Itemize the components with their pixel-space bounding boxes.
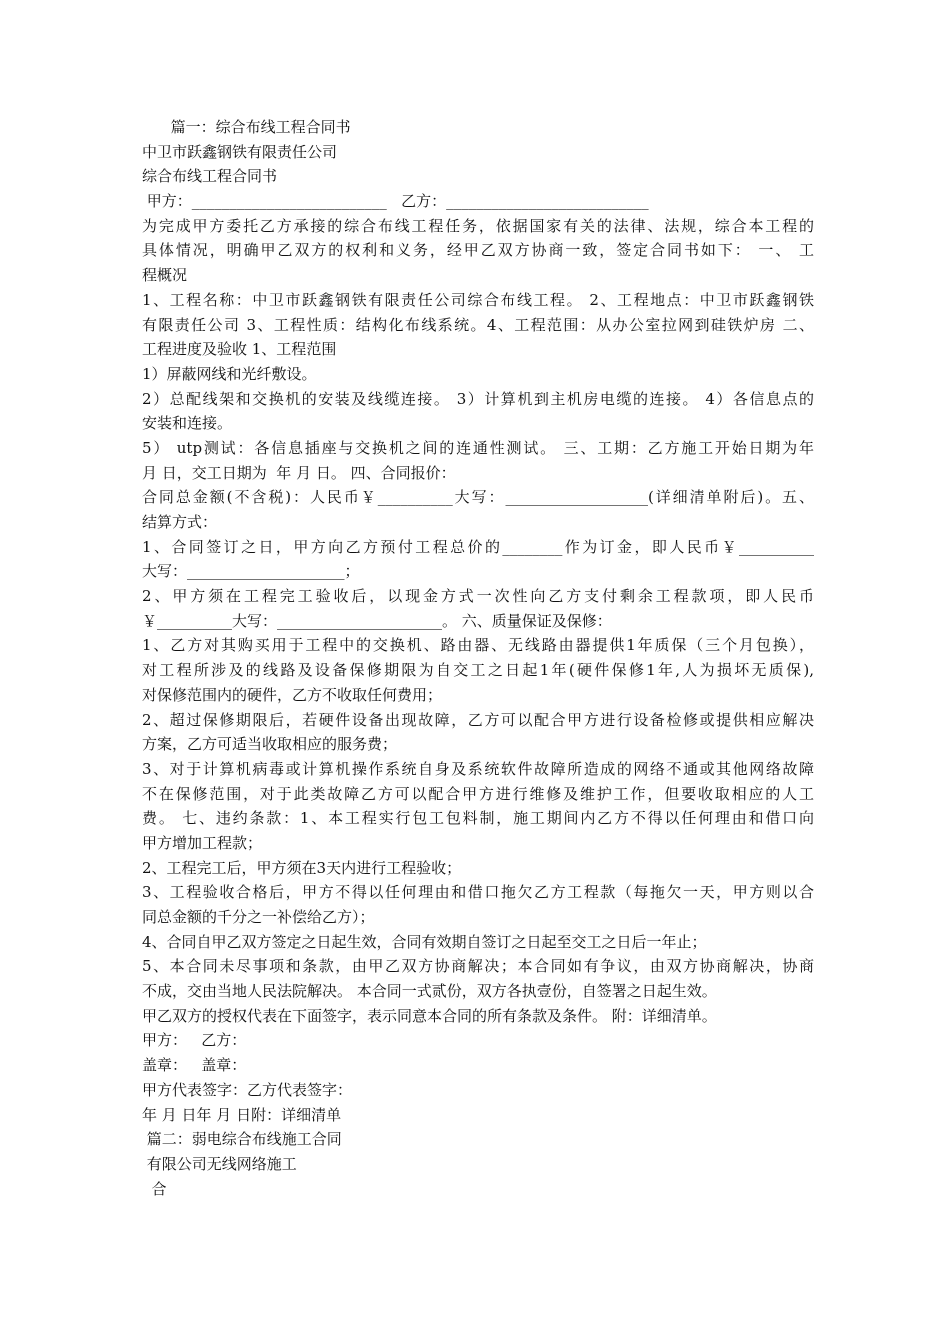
text-line: 2、甲方须在工程完工验收后，以现金方式一次性向乙方支付剩余工程款项，即人民币 [142, 587, 814, 606]
text-line: 1、工程名称：中卫市跃鑫钢铁有限责任公司综合布线工程。 2、工程地点：中卫市跃鑫钢铁 [142, 290, 814, 309]
text-line: 2、工程完工后，甲方须在3天内进行工程验收； [142, 858, 462, 877]
signature-date-line: 年 月 日年 月 日附：详细清单 [142, 1105, 342, 1124]
text-line: 程概况 [142, 266, 188, 285]
text-line: 1、乙方对其购买用于工程中的交换机、路由器、无线路由器提供1年质保（三个月包换）， [142, 636, 814, 655]
text-line: 3、工程验收合格后，甲方不得以任何理由和借口拖欠乙方工程款（每拖欠一天，甲方则以合 [142, 883, 814, 902]
text-line: 5） utp测试：各信息插座与交换机之间的连通性测试。 三、工期：乙方施工开始日期为年 [142, 438, 814, 457]
text-line: 合同总金额(不含税)：人民币￥__________大写：___________________(详细清单附后)。五、 [142, 488, 814, 507]
text-line: 为完成甲方委托乙方承接的综合布线工程任务，依据国家有关的法律、法规，综合本工程的 [142, 216, 814, 235]
text-line: 2、超过保修期限后，若硬件设备出现故障，乙方可以配合甲方进行设备检修或提供相应解决 [142, 710, 814, 729]
text-line: 费。 七、违约条款：1、本工程实行包工包料制，施工期间内乙方不得以任何理由和借口向 [142, 809, 814, 828]
text-line: 有限公司无线网络施工 [142, 1154, 297, 1173]
text-line: 3、对于计算机病毒或计算机操作系统自身及系统软件故障所造成的网络不通或其他网络故障 [142, 759, 814, 778]
text-line: 同总金额的千分之一补偿给乙方）； [142, 908, 375, 926]
text-line: 安装和连接。 [142, 414, 233, 433]
text-line: 方案，乙方可适当收取相应的服务费； [142, 735, 398, 754]
text-line: 不在保修范围，对于此类故障乙方可以配合甲方进行维修及维护工作，但要收取相应的人工 [142, 784, 814, 803]
signature-seal-line: 盖章： 盖章： [142, 1056, 247, 1075]
text-line: 工程进度及验收 1、工程范围 [142, 340, 337, 359]
contract-title: 综合布线工程合同书 [142, 167, 278, 186]
text-line: 2）总配线架和交换机的安装及线缆连接。 3）计算机到主机房电缆的连接。 4）各信息点的 [142, 389, 814, 408]
document-body [142, 115, 814, 1201]
text-line: 1）屏蔽网线和光纤敷设。 [142, 364, 317, 383]
text-line: 有限责任公司 3、工程性质：结构化布线系统。4、工程范围：从办公室拉网到硅铁炉房 二、 [142, 315, 814, 334]
text-line: 5、本合同未尽事项和条款，由甲乙双方协商解决；本合同如有争议，由双方协商解决，协商 [142, 957, 814, 976]
text-line: 大写：_____________________； [142, 562, 360, 581]
company-name: 中卫市跃鑫钢铁有限责任公司 [142, 142, 338, 161]
text-line: 甲方增加工程款； [142, 833, 263, 852]
section-heading-2: 篇二：弱电综合布线施工合同 [142, 1130, 342, 1149]
text-line: 1、合同签订之日，甲方向乙方预付工程总价的________作为订金，即人民币￥__________ [142, 537, 814, 556]
party-line: 甲方：__________________________ 乙方：___________________________ [142, 192, 649, 211]
text-line: 结算方式： [142, 513, 218, 531]
text-line: 4、合同自甲乙双方签定之日起生效，合同有效期自签订之日起至交工之日后一年止； [142, 932, 707, 951]
signature-party-line: 甲方： 乙方： [142, 1031, 247, 1050]
signature-rep-line: 甲方代表签字：乙方代表签字： [142, 1080, 353, 1099]
text-line: 不成，交由当地人民法院解决。 本合同一式贰份，双方各执壹份，自签署之日起生效。 [142, 982, 717, 1001]
text-line: 对工程所涉及的线路及设备保修期限为自交工之日起1年(硬件保修1年,人为损坏无质保), [142, 661, 814, 680]
text-line: 月 日，交工日期为 年 月 日。 四、合同报价： [142, 463, 456, 482]
text-line: 甲乙双方的授权代表在下面签字，表示同意本合同的所有条款及条件。 附：详细清单。 [142, 1006, 717, 1025]
text-line: 合 [142, 1179, 167, 1198]
text-line: ￥__________大写：______________________。 六、质量保证及保修： [142, 611, 612, 630]
section-heading-1: 篇一：综合布线工程合同书 [142, 118, 351, 136]
text-line: 对保修范围内的硬件，乙方不收取任何费用； [142, 685, 443, 704]
text-line: 具体情况，明确甲乙双方的权利和义务，经甲乙双方协商一致，签定合同书如下： 一、 工 [142, 241, 814, 260]
